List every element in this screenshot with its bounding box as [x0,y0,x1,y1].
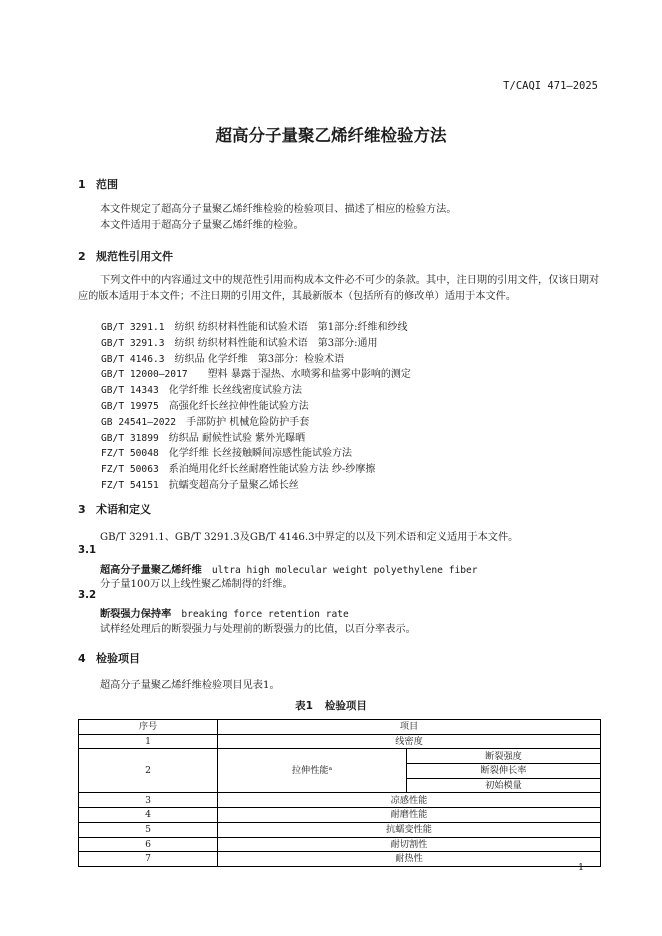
reference-item [101,352,411,368]
inspection-items-table [78,719,601,867]
page-number: 1 [577,862,584,873]
cell-item: 抗蠕变性能 [218,822,601,837]
reference-title: 手部防护 机械危险防护手套 [186,416,310,428]
cell-seq: 6 [79,837,218,852]
section-title: 范围 [96,178,118,191]
term-english: ultra high molecular weight polyethylene fiber [211,565,478,576]
reference-title: 纺织品 化学纤维 第3部分：检验术语 [174,353,345,365]
reference-item [101,415,411,431]
term-entry [100,561,478,576]
table-row [79,808,601,823]
term-english: breaking force retention rate [181,609,349,620]
inspection-intro: 超高分子量聚乙烯纤维检验项目见表1。 [100,680,280,691]
reference-item [101,320,411,336]
reference-item [101,431,411,447]
cell-subitem: 断裂强度 [407,749,601,764]
cell-item: 耐热性 [218,852,601,867]
section-1-heading [78,176,118,192]
term-number: 3.1 [78,545,97,556]
table-caption [0,698,662,713]
table-header-row [79,720,601,735]
reference-code: GB/T 3291.3 [101,337,165,349]
header-seq: 序号 [79,720,218,735]
section-title: 术语和定义 [96,503,151,516]
reference-item [101,336,411,352]
reference-title: 塑料 暴露于湿热、水喷雾和盐雾中影响的测定 [197,369,411,381]
table-row [79,793,601,808]
reference-item [101,367,411,383]
reference-item [101,446,411,462]
reference-code: FZ/T 50063 [101,464,159,476]
table-row [79,837,601,852]
reference-item [101,383,411,399]
section-number: 1 [78,178,86,191]
reference-item [101,462,411,478]
reference-title: 高强化纤长丝拉伸性能试验方法 [168,400,309,412]
reference-title: 纺织 纺织材料性能和试验术语 第1部分:纤维和纱线 [174,322,408,333]
cell-seq: 7 [79,852,218,867]
cell-item: 耐切割性 [218,837,601,852]
reference-code: GB/T 3291.1 [101,322,165,333]
reference-code: GB/T 19975 [101,400,159,412]
paragraph: 本文件规定了超高分子量聚乙烯纤维检验的检验项目、描述了相应的检验方法。 [100,204,457,215]
cell-seq: 5 [79,822,218,837]
reference-title: 纺织品 耐候性试验 紫外光曝晒 [168,432,306,444]
reference-code: GB 24541—2022 [101,416,177,428]
cell-subitem: 初始模量 [407,778,601,793]
cell-seq: 1 [79,734,218,749]
cell-item: 凉感性能 [218,793,601,808]
term-definition: 分子量100万以上线性聚乙烯制得的纤维。 [100,579,293,590]
table-caption-title: 检验项目 [324,700,367,712]
header-item: 项目 [218,720,601,735]
reference-code: GB/T 31899 [101,432,159,444]
cell-item: 拉伸性能ᵃ [218,749,407,793]
document-code: T/CAQI 471—2025 [503,80,598,92]
reference-title: 系泊绳用化纤长丝耐磨性能试验方法 纱-纱摩擦 [168,464,376,476]
reference-code: GB/T 12000—2017 [101,369,188,381]
cell-seq: 2 [79,749,218,793]
cell-seq: 3 [79,793,218,808]
cell-item: 线密度 [218,734,601,749]
section-4-heading [78,650,140,666]
document-title: 超高分子量聚乙烯纤维检验方法 [215,126,447,145]
reference-title: 纺织 纺织材料性能和试验术语 第3部分:通用 [174,337,378,349]
table-row [79,734,601,749]
cell-item: 耐磨性能 [218,808,601,823]
paragraph: 本文件适用于超高分子量聚乙烯纤维的检验。 [100,220,304,232]
reference-title: 化学纤维 长丝接触瞬间凉感性能试验方法 [168,448,352,460]
table-row [79,852,601,867]
normative-intro: 下列文件中的内容通过文中的规范性引用而构成本文件必不可少的条款。其中，注日期的引用文件，仅该日期对应的版本适用于本文件；不注日期的引用文件，其最新版本（包括所有的修改单）适用于本文件。 [78,275,600,303]
table-row [79,822,601,837]
reference-code: GB/T 14343 [101,385,159,397]
section-title: 规范性引用文件 [96,250,173,263]
table-row [79,749,601,764]
reference-code: FZ/T 54151 [101,479,159,491]
reference-title: 化学纤维 长丝线密度试验方法 [168,385,302,397]
term-number: 3.2 [78,590,97,601]
section-number: 4 [78,652,86,665]
section-number: 3 [78,503,86,516]
cell-subitem: 断裂伸长率 [407,764,601,779]
section-3-heading [78,501,151,517]
cell-seq: 4 [79,808,218,823]
table-caption-number: 表1 [295,700,313,712]
term-chinese: 超高分子量聚乙烯纤维 [100,565,202,576]
reference-item [101,399,411,415]
reference-list [101,320,411,494]
terms-intro: GB/T 3291.1、GB/T 3291.3及GB/T 4146.3中界定的以及下列术语和定义适用于本文件。 [100,532,519,543]
term-chinese: 断裂强力保持率 [100,609,172,620]
section-2-heading [78,248,173,264]
reference-item [101,478,411,494]
section-title: 检验项目 [96,652,140,665]
reference-code: FZ/T 50048 [101,448,159,460]
section-number: 2 [78,250,86,263]
reference-code: GB/T 4146.3 [101,353,165,365]
term-entry [100,605,349,620]
reference-title: 抗蠕变超高分子量聚乙烯长丝 [168,479,299,491]
term-definition: 试样经处理后的断裂强力与处理前的断裂强力的比值，以百分率表示。 [100,624,416,635]
scope-body [78,202,600,234]
